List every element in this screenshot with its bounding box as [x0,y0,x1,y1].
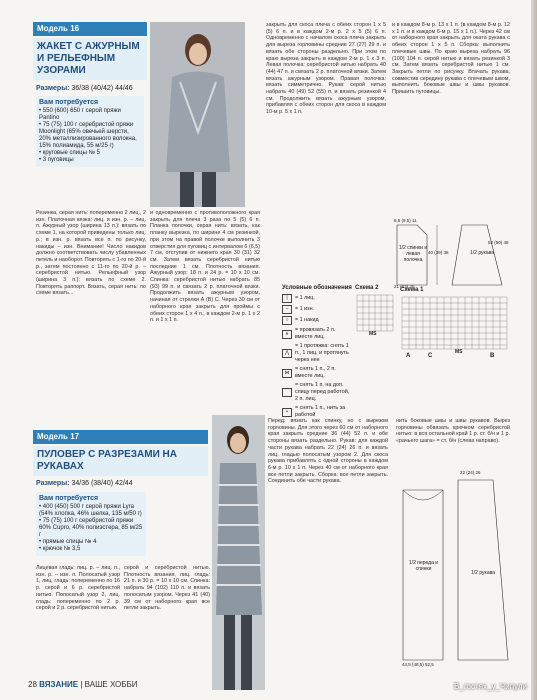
schema1-grid [400,295,510,365]
legend-row [282,316,352,325]
footer-section: ВАШЕ ХОББИ [84,680,138,689]
material-item: • 75 (75) 100 г серебристой пряжи Moonlight (65% овечьей шерсти, 20% металлизированного волокна, 15% полиамида, 55 м/25 г) [39,122,137,149]
legend-row [282,366,352,380]
model16-text-col4: и в каждом 8-м р. 13 х 1 п. (в каждом 8-м р. 12 х 1 п. и в каждом 6-м р. 15 х 1 п.). Через 42 см от наборного края закрыть для оката рукава с обеих сторон 1 х 5 п. Сборка: выполнить плечевые швы. По краю выреза набрать 96 (100) 104 п. серой нитью и вязать резинкой 3 см. Затем вязать серебристой нитью 1 см. Закрыть петли по рисунку. Втачать рукава, совместив середину рукава с плечевым швом, выполнить боковые швы и швы рукавов. Пришить пуговицы. [392,22,510,96]
pattern16-right-label: 1/2 рукава [469,250,495,256]
model16-title: ЖАКЕТ С АЖУРНЫМ И РЕЛЬЕФНЫМ УЗОРАМИ [33,38,147,80]
legend-symbol: ○ [282,316,292,325]
legend-row [282,305,352,314]
material-item: • круговые спицы № 5 [39,150,101,156]
materials-title: Вам потребуется [39,99,99,106]
model16-materials [36,96,144,167]
schema1-a: A [406,353,411,359]
pattern16-left-nums: 40 (39) 38 [428,250,449,255]
sizes-value: 36/38 (40/42) 44/46 [71,85,133,92]
schema2-title: Схема 2 [355,285,379,291]
pattern17-top-nums: 22 (24) 26 [460,470,481,475]
sizes-value: 34/36 (38/40) 42/44 [71,480,133,487]
model16-illustration [150,22,245,207]
legend-text: = 1 протяжка: снять 1 п., 1 лиц. и протянуть через нее [295,343,349,363]
model17-materials [36,492,146,556]
legend-symbol: ⋈ [282,369,292,378]
schema1-ms: MS [455,349,463,355]
material-item: • 400 (450) 500 г серой пряжи Lyra (54% хлопка, 46% шелка, 135 м/50 г) [39,504,142,517]
legend-row [282,294,352,303]
legend-text: = 1 накид [295,317,319,323]
model16-text-col3: закрыть для скоса плеча с обеих сторон 1 х 5 (5) 6 п. и в каждом 2-м р. 2 х 5 (5) 6 п. Одновременно с началом скоса плеча закрыть для выреза горловины средние 27 (27) 29 п. и вязать обе стороны раздельно. При этом по краю выреза закрыть в каждом 2-м р. 1 х 3 п. Левая полочка: серебристой нитью набрать 40 (44) 47 п. и связать 2 р. платочной вязки. Затем вязать ажурным узором. Правая полочка: вязать симметрично. Рукав: серой нитью набрать 40 (49) 52 (55) п. и вязать резинкой 4 см. Продолжить вязать ажурным узором, прибавляя с обеих сторон для скоса в каждом 10-м р. 5 х 1 п. [266,22,386,116]
material-item: • крючок № 3,5 [39,546,81,552]
legend-row [282,327,352,341]
model17-sizes [36,480,133,487]
legend-symbol: • [282,408,292,417]
model17-pattern-diagram [398,470,513,670]
legend-symbol: ⌒ [282,388,292,397]
legend-text: = 1 лиц. [295,295,315,301]
legend-text: = 1 изн. [295,306,315,312]
model17-text-col4: нить боковые швы и швы рукавов. Вырез горловины обвязать крючком серебристой нитью: в вся остальной край 1 р. ст. б/н и 1 р. «рачьего шага» = ст. б/н (слева направо). [396,418,510,445]
model16-label: Модель 16 [33,22,147,36]
material-item: • 550 (600) 650 г серой пряжи Pantino [39,108,121,121]
material-item: • 75 (75) 100 г серебристой пряжи 60% Cupro, 40% полиэстера, 85 м/25 г [39,518,143,538]
page-footer [28,680,138,689]
pattern17-bottom-nums: 44,5 (48,5) 52,5 [402,662,434,667]
model17-illustration [212,415,265,690]
model16-sizes [36,85,133,92]
model16-photo [150,22,245,207]
footer-brand: ВЯЗАНИЕ [39,680,79,689]
model16-text-col1: Резинка, серая нить: попеременно 2 лиц., 2 изн. Платочная вязка: лиц. и изн. р. – лиц. п. Ажурный узор (ширина 13 п.): вязать по схеме 1, на которой приведены только лиц. р.; в изн. р. вязать все п. по рисунку, накиды – изн. Внимание! Число накидов должно соответствовать числу убавленных петель и наоборот. Повторять с 1-го по 20-й р., затем постоянно с 11-го по 20-й р. – серебристой нитью. Рельефный узор (ширина 3 п.): вязать по схеме 2. Повторять раппорт. Вязать, серая нить: по схеме вязать... [36,210,146,297]
legend [282,285,352,421]
legend-row [282,382,352,403]
legend-text: = снять 1 п. на доп. спицу перед работой, 2 п. лиц. [295,382,350,402]
materials-title: Вам потребуется [39,495,99,502]
schema1-c: C [428,353,433,359]
model17-text-col3: Перед: вязать как спинку, но с вырезом горловины. Для этого через 60 см от наборного края закрыть средние 36 (44) 52 п. и обе стороны вязать раздельно. Рукав: для каждой части рукава набрать 22 (24) 26 п. и вязать лиц. гладью полосатым узором 2. Для скоса рукава прибавлять с одной стороны в каждом 6-м р. 10 х 1 п. Через 40 см от наборного края все петли закрыть. Сборка: все петли закрыть. Соединить обе части рукава. [268,418,388,485]
pattern16-right-nums: 52 (50) 48 [488,240,509,245]
pattern17-right-label: 1/2 рукава [470,570,496,576]
schema1-svg [400,295,510,355]
legend-title: Условные обозначения [282,285,352,291]
page-number: 28 [28,680,37,689]
pattern16-top-nums: 8,5 (9,5) 11 [394,218,417,223]
model17-title: ПУЛОВЕР С РАЗРЕЗАМИ НА РУКАВАХ [33,446,208,476]
pattern16-bottom-nums: 21 (23) 25 [394,284,415,289]
model17-text-col1: Лицевая гладь: лиц. р. – лиц. п., изн. р. – изн. п. Полосатый узор 1, лиц. гладь: попеременно по 16 р. серой и 6 р. серебристой нитью. Полосатый узор 2, лиц. гладь: попеременно по 2 р. серой и 2 р. серебристой нитью. [36,565,120,612]
sizes-label: Размеры: [36,480,70,487]
schema1-title: Схема 1 [400,287,424,293]
sizes-label: Размеры: [36,85,70,92]
model17-photo [212,415,265,690]
legend-row [282,343,352,364]
legend-text: = снять 1 п., 2 п. вместе лиц. [295,366,336,379]
material-item: • 3 пуговицы [39,157,74,163]
model17-label: Модель 17 [33,430,208,444]
legend-row [282,405,352,419]
model16-pattern-diagram [392,220,510,290]
legend-symbol: ⋀ [282,349,292,358]
legend-symbol: – [282,305,292,314]
material-item: • прямые спицы № 4 [39,539,97,545]
page-spine [531,0,537,700]
model17-text-col2: серой и серебристой нитью. Плотность вязания, лиц. гладь: 21 п. и 30 р. = 10 х 10 см. Спинка: набрать 94 (102) 110 п. и вязать полосатым узором. Через 41 (40) 39 см от наборного края все петли закрыть. [124,565,210,612]
pattern17-left-label: 1/2 переда и спинки [408,560,439,572]
legend-text: = снять 1 п., нить за работой [295,405,346,418]
footer-sep: | [78,680,85,689]
watermark: В_гостях_у_Чипули [454,682,527,691]
pattern16-left-label: 1/2 спинки и левая полочка [398,245,428,263]
legend-symbol: ∧ [282,330,292,339]
schema1-b: B [490,353,495,359]
schema2-ms: MS [369,331,377,337]
legend-symbol: | [282,294,292,303]
legend-text: = провязать 2 п. вместе лиц. [295,327,336,340]
model16-text-col2: и одновременно с противоположного края закрыть для плеча 3 раза по 5 (5) 6 п. Планка полочки, серая нить: вязать, как планку вырезка, по ширине 4 см резинкой, при этом на правой полочке выполнить 3 отверстия для пуговиц с интервалом 6 (6,5) 7 см, отступив от нижнего края 30 (31) 32 см. Затем вязать серебристой нитью последние 1 см. Плотность вязания. Ажурный узор: 18 п. и 24 р. = 10 х 10 см. Спинка: серебристой нитью набрать 85 (93) 99 п. и связать 2 р. платочной вязки. Продолжить вязать ажурным узором, начиная от стрелки А (В) С. Через 30 см от наборного края закрыть для проймы с обеих сторон 1 х 4 п., в каждом 2-м р. 1 х 2 п. и 1 х 1 п. [150,210,260,324]
schema2-grid [355,293,395,338]
